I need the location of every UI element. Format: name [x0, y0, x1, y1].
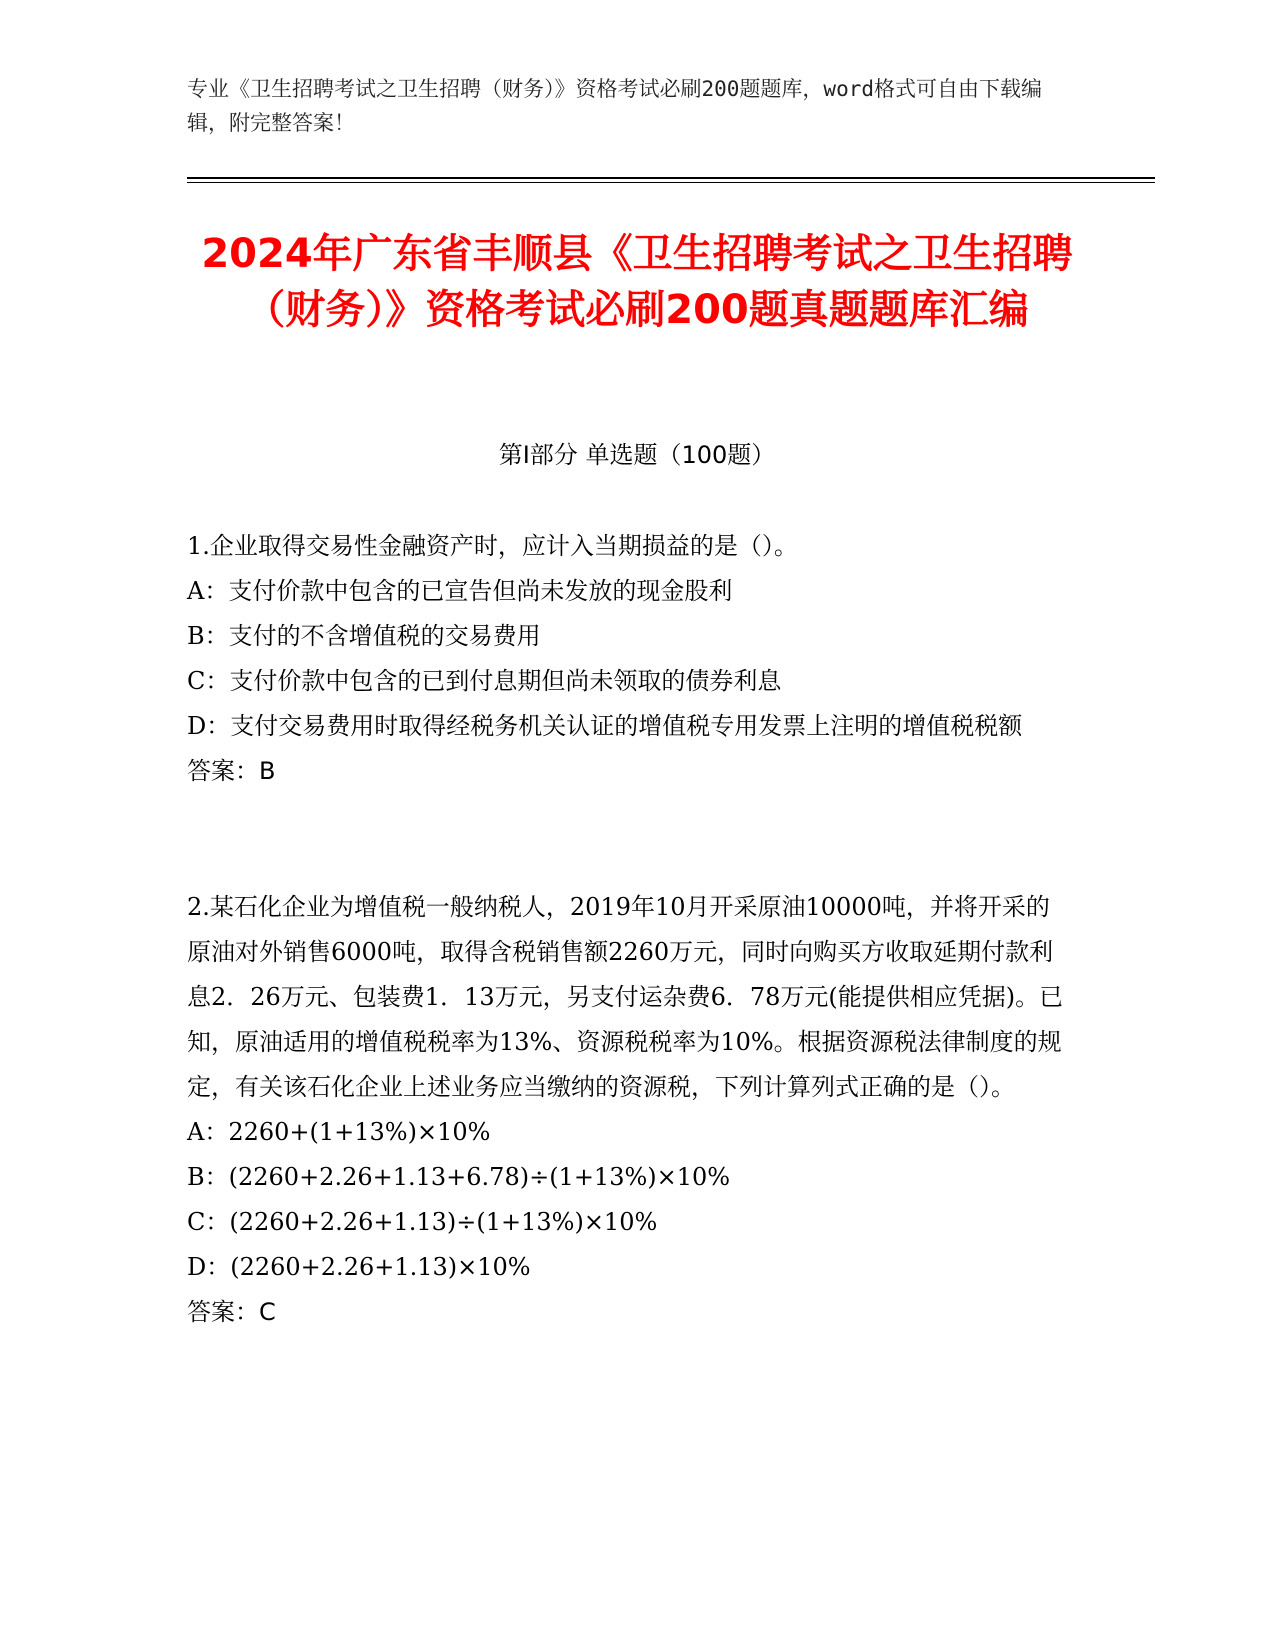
answer-line: 答案：C: [187, 1298, 276, 1326]
header-divider-thick: [187, 177, 1155, 179]
header-divider-thin: [187, 182, 1155, 183]
option-c: C：支付价款中包含的已到付息期但尚未领取的债券利息: [187, 667, 782, 695]
question-stem: 2.某石化企业为增值税一般纳税人，2019年10月开采原油10000吨，并将开采的原油对外销售6000吨，取得含税销售额2260万元，同时向购买方收取延期付款利息2．26万元、包装费1．13万元，另支付运杂费6．78万元(能提供相应凭据)。已知，原油适用的增值税税率为13%、资源税税率为10%。根据资源税法律制度的规定，有关该石化企业上述业务应当缴纳的资源税，下列计算列式正确的是（）。: [187, 893, 1064, 1101]
section-heading: 第Ⅰ部分 单选题（100题）: [498, 441, 776, 469]
option-d: D：支付交易费用时取得经税务机关认证的增值税专用发票上注明的增值税税额: [187, 712, 1023, 740]
option-a: A：支付价款中包含的已宣告但尚未发放的现金股利: [187, 577, 733, 605]
question-2: [187, 885, 1067, 1335]
question-1: [187, 524, 1067, 794]
option-b: B：支付的不含增值税的交易费用: [187, 622, 541, 650]
option-c: C：(2260+2.26+1.13)÷(1+13%)×10%: [187, 1208, 658, 1236]
question-stem: 1.企业取得交易性金融资产时，应计入当期损益的是（）。: [187, 532, 798, 560]
option-d: D：(2260+2.26+1.13)×10%: [187, 1253, 531, 1281]
header-note: 专业《卫生招聘考试之卫生招聘（财务）》资格考试必刷200题题库，word格式可自由下载编辑，附完整答案！: [187, 77, 1042, 135]
document-title: 2024年广东省丰顺县《卫生招聘考试之卫生招聘（财务）》资格考试必刷200题真题题库汇编: [201, 231, 1073, 333]
option-a: A：2260+(1+13%)×10%: [187, 1118, 491, 1146]
answer-line: 答案：B: [187, 757, 276, 785]
option-b: B：(2260+2.26+1.13+6.78)÷(1+13%)×10%: [187, 1163, 731, 1191]
